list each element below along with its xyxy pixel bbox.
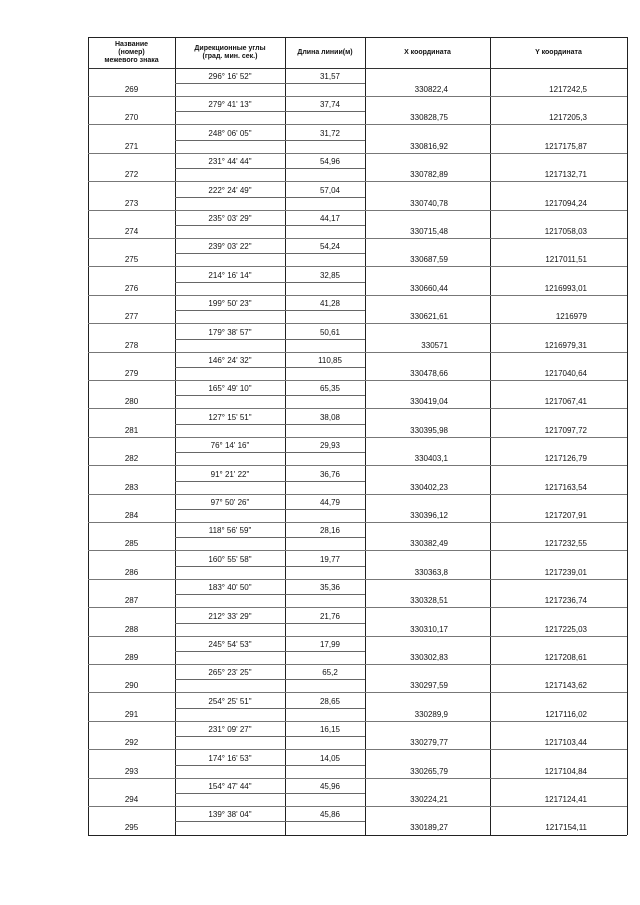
line-length-cell: 54,96	[319, 157, 341, 167]
marker-name-cell: 275	[124, 255, 139, 265]
x-coordinate-cell: 330816,92	[410, 141, 448, 151]
segment-row-line	[175, 83, 365, 84]
y-coordinate-cell: 1216979	[555, 312, 587, 322]
segment-row-line	[175, 168, 365, 169]
line-length-cell: 28,65	[319, 696, 341, 706]
header-line-length: Длина линии(м)	[297, 48, 353, 56]
y-coordinate-cell: 1217232,55	[544, 539, 587, 549]
direction-angle-cell: 97° 50' 26"	[210, 498, 250, 507]
segment-row-line	[175, 537, 365, 538]
header-bottom-border	[88, 68, 627, 69]
segment-row-line	[175, 623, 365, 624]
marker-name-cell: 269	[124, 85, 139, 94]
segment-row-line	[175, 765, 365, 766]
marker-name-cell: 286	[124, 567, 139, 577]
direction-angle-cell: 279° 41' 13"	[208, 100, 252, 110]
marker-name-cell: 272	[124, 170, 139, 180]
x-coordinate-cell: 330396,12	[410, 511, 448, 520]
x-coordinate-cell: 330660,44	[410, 283, 448, 293]
marker-row-line	[88, 806, 627, 807]
x-coordinate-cell: 330363,8	[414, 567, 448, 577]
x-coordinate-cell: 330715,48	[410, 227, 448, 236]
line-length-cell: 31,72	[319, 128, 341, 138]
line-length-cell: 32,85	[319, 270, 341, 280]
marker-name-cell: 281	[124, 425, 139, 435]
line-length-cell: 38,08	[319, 412, 341, 422]
direction-angle-cell: 199° 50' 23"	[208, 299, 252, 309]
y-coordinate-cell: 1217094,24	[544, 198, 587, 208]
direction-angle-cell: 160° 55' 58"	[208, 554, 252, 564]
x-coordinate-cell: 330224,21	[410, 795, 448, 804]
segment-row-line	[175, 566, 365, 567]
x-coordinate-cell: 330621,61	[410, 312, 448, 322]
header-marker-name: Название (номер) межевого знака	[104, 40, 159, 64]
header-y-coordinate: Y координата	[535, 48, 582, 56]
y-coordinate-cell: 1217208,61	[544, 653, 587, 662]
marker-name-cell: 287	[124, 596, 139, 606]
marker-row-line	[88, 579, 627, 580]
marker-name-cell: 284	[124, 511, 139, 520]
line-length-cell: 44,79	[319, 498, 341, 507]
segment-row-line	[175, 140, 365, 141]
y-coordinate-cell: 1217104,84	[544, 766, 587, 776]
line-length-cell: 14,05	[319, 753, 341, 763]
direction-angle-cell: 248° 06' 05"	[208, 128, 252, 138]
segment-row-line	[175, 821, 365, 822]
direction-angle-cell: 214° 16' 14"	[208, 270, 252, 280]
line-length-cell: 110,85	[318, 356, 342, 365]
segment-row-line	[175, 395, 365, 396]
x-coordinate-cell: 330302,83	[410, 653, 448, 662]
marker-name-cell: 290	[124, 681, 139, 691]
line-length-cell: 16,15	[319, 725, 341, 735]
marker-row-line	[88, 749, 627, 750]
x-coordinate-cell: 330419,04	[410, 397, 448, 407]
marker-row-line	[88, 295, 627, 296]
y-coordinate-cell: 1217175,87	[544, 141, 587, 151]
marker-row-line	[88, 607, 627, 608]
y-coordinate-cell: 1217236,74	[544, 596, 587, 606]
y-coordinate-cell: 1216979,31	[544, 340, 587, 350]
marker-name-cell: 273	[124, 198, 139, 208]
direction-angle-cell: 212° 33' 29"	[208, 611, 252, 621]
x-coordinate-cell: 330382,49	[410, 539, 448, 549]
segment-row-line	[175, 481, 365, 482]
x-coordinate-cell: 330403,1	[414, 454, 448, 464]
marker-row-line	[88, 692, 627, 693]
marker-row-line	[88, 778, 627, 779]
marker-row-line	[88, 721, 627, 722]
segment-row-line	[175, 679, 365, 680]
header-x-coordinate: Х координата	[404, 48, 451, 56]
y-coordinate-cell: 1217207,91	[544, 511, 587, 520]
direction-angle-cell: 165° 49' 10"	[208, 384, 252, 394]
x-coordinate-cell: 330687,59	[410, 255, 448, 265]
marker-row-line	[88, 323, 627, 324]
line-length-cell: 41,28	[319, 299, 341, 309]
segment-row-line	[175, 452, 365, 453]
direction-angle-cell: 174° 16' 53"	[208, 753, 252, 763]
x-coordinate-cell: 330310,17	[410, 624, 448, 634]
marker-row-line	[88, 238, 627, 239]
marker-name-cell: 285	[124, 539, 139, 549]
x-coordinate-cell: 330822,4	[414, 85, 448, 94]
segment-row-line	[175, 339, 365, 340]
x-coordinate-cell: 330297,59	[410, 681, 448, 691]
marker-name-cell: 289	[124, 653, 139, 662]
x-coordinate-cell: 330279,77	[410, 738, 448, 748]
header-direction-angle: Дирекционные углы (град. мин. сек.)	[194, 44, 266, 60]
line-length-cell: 57,04	[319, 185, 341, 195]
x-coordinate-cell: 330289,9	[414, 709, 448, 719]
segment-row-line	[175, 708, 365, 709]
segment-row-line	[175, 793, 365, 794]
marker-row-line	[88, 636, 627, 637]
marker-row-line	[88, 437, 627, 438]
segment-row-line	[175, 736, 365, 737]
marker-name-cell: 288	[124, 624, 139, 634]
y-coordinate-cell: 1217067,41	[544, 397, 587, 407]
marker-row-line	[88, 153, 627, 154]
direction-angle-cell: 118° 56' 59"	[208, 526, 252, 536]
direction-angle-cell: 183° 40' 50"	[208, 583, 252, 593]
segment-row-line	[175, 424, 365, 425]
segment-row-line	[175, 282, 365, 283]
direction-angle-cell: 245° 54' 53"	[208, 640, 252, 649]
line-length-cell: 37,74	[319, 100, 341, 110]
x-coordinate-cell: 330740,78	[410, 198, 448, 208]
line-length-cell: 29,93	[319, 441, 341, 451]
y-coordinate-cell: 1217239,01	[544, 567, 587, 577]
segment-row-line	[175, 310, 365, 311]
marker-row-line	[88, 550, 627, 551]
y-coordinate-cell: 1217154,11	[545, 823, 587, 833]
y-coordinate-cell: 1217225,03	[544, 624, 587, 634]
y-coordinate-cell: 1217242,5	[549, 85, 587, 94]
marker-name-cell: 280	[124, 397, 139, 407]
direction-angle-cell: 231° 09' 27"	[208, 725, 252, 735]
y-coordinate-cell: 1217058,03	[544, 227, 587, 236]
marker-name-cell: 274	[124, 227, 139, 236]
marker-name-cell: 283	[124, 482, 139, 492]
line-length-cell: 35,36	[319, 583, 341, 593]
line-length-cell: 45,96	[319, 782, 341, 791]
marker-row-line	[88, 181, 627, 182]
marker-name-cell: 279	[124, 369, 139, 378]
segment-row-line	[175, 197, 365, 198]
y-coordinate-cell: 1216993,01	[544, 283, 587, 293]
marker-name-cell: 271	[124, 141, 139, 151]
segment-row-line	[175, 253, 365, 254]
direction-angle-cell: 127° 15' 51"	[208, 412, 252, 422]
line-length-cell: 45,86	[319, 810, 341, 820]
marker-name-cell: 295	[124, 823, 139, 833]
direction-angle-cell: 222° 24' 49"	[208, 185, 252, 195]
y-coordinate-cell: 1217163,54	[544, 482, 587, 492]
y-coordinate-cell: 1217205,3	[549, 113, 587, 123]
marker-name-cell: 277	[124, 312, 139, 322]
marker-name-cell: 291	[124, 709, 139, 719]
direction-angle-cell: 296° 16' 52"	[208, 72, 252, 81]
x-coordinate-cell: 330189,27	[410, 823, 448, 833]
marker-row-line	[88, 210, 627, 211]
segment-row-line	[175, 111, 365, 112]
column-divider	[627, 37, 628, 835]
line-length-cell: 19,77	[319, 554, 341, 564]
direction-angle-cell: 146° 24' 32"	[208, 356, 252, 365]
y-coordinate-cell: 1217097,72	[544, 425, 587, 435]
table-bottom-border	[88, 835, 627, 836]
x-coordinate-cell: 330328,51	[410, 596, 448, 606]
segment-row-line	[175, 509, 365, 510]
marker-row-line	[88, 266, 627, 267]
marker-row-line	[88, 494, 627, 495]
marker-name-cell: 276	[124, 283, 139, 293]
line-length-cell: 17,99	[319, 640, 341, 649]
direction-angle-cell: 139° 38' 04"	[208, 810, 252, 820]
y-coordinate-cell: 1217011,51	[545, 255, 587, 265]
marker-name-cell: 270	[124, 113, 139, 123]
marker-name-cell: 292	[124, 738, 139, 748]
marker-name-cell: 294	[124, 795, 139, 804]
direction-angle-cell: 91° 21' 22"	[210, 469, 250, 479]
y-coordinate-cell: 1217124,41	[544, 795, 587, 804]
x-coordinate-cell: 330571	[421, 340, 448, 350]
line-length-cell: 65,2	[322, 668, 338, 678]
x-coordinate-cell: 330828,75	[410, 113, 448, 123]
direction-angle-cell: 154° 47' 44"	[208, 782, 252, 791]
y-coordinate-cell: 1217040,64	[544, 369, 587, 378]
marker-name-cell: 278	[124, 340, 139, 350]
segment-row-line	[175, 225, 365, 226]
x-coordinate-cell: 330395,98	[410, 425, 448, 435]
direction-angle-cell: 179° 38' 57"	[208, 327, 252, 337]
line-length-cell: 54,24	[319, 242, 341, 252]
segment-row-line	[175, 594, 365, 595]
direction-angle-cell: 254° 25' 51"	[208, 696, 252, 706]
line-length-cell: 44,17	[319, 214, 341, 223]
direction-angle-cell: 265° 23' 25"	[208, 668, 252, 678]
y-coordinate-cell: 1217116,02	[545, 709, 587, 719]
x-coordinate-cell: 330265,79	[410, 766, 448, 776]
x-coordinate-cell: 330782,89	[410, 170, 448, 180]
y-coordinate-cell: 1217143,62	[544, 681, 587, 691]
marker-row-line	[88, 352, 627, 353]
x-coordinate-cell: 330478,66	[410, 369, 448, 378]
y-coordinate-cell: 1217103,44	[544, 738, 587, 748]
direction-angle-cell: 235° 03' 29"	[208, 214, 252, 223]
line-length-cell: 65,35	[319, 384, 341, 394]
y-coordinate-cell: 1217126,79	[544, 454, 587, 464]
marker-name-cell: 282	[124, 454, 139, 464]
direction-angle-cell: 231° 44' 44"	[208, 157, 252, 167]
line-length-cell: 21,76	[319, 611, 341, 621]
direction-angle-cell: 76° 14' 16"	[210, 441, 250, 451]
line-length-cell: 28,16	[319, 526, 341, 536]
marker-row-line	[88, 522, 627, 523]
line-length-cell: 50,61	[319, 327, 341, 337]
direction-angle-cell: 239° 03' 22"	[208, 242, 252, 252]
x-coordinate-cell: 330402,23	[410, 482, 448, 492]
line-length-cell: 36,76	[319, 469, 341, 479]
marker-name-cell: 293	[124, 766, 139, 776]
line-length-cell: 31,57	[319, 72, 341, 81]
segment-row-line	[175, 367, 365, 368]
y-coordinate-cell: 1217132,71	[544, 170, 587, 180]
marker-row-line	[88, 380, 627, 381]
marker-row-line	[88, 408, 627, 409]
marker-row-line	[88, 465, 627, 466]
marker-row-line	[88, 664, 627, 665]
segment-row-line	[175, 651, 365, 652]
marker-row-line	[88, 124, 627, 125]
marker-row-line	[88, 96, 627, 97]
